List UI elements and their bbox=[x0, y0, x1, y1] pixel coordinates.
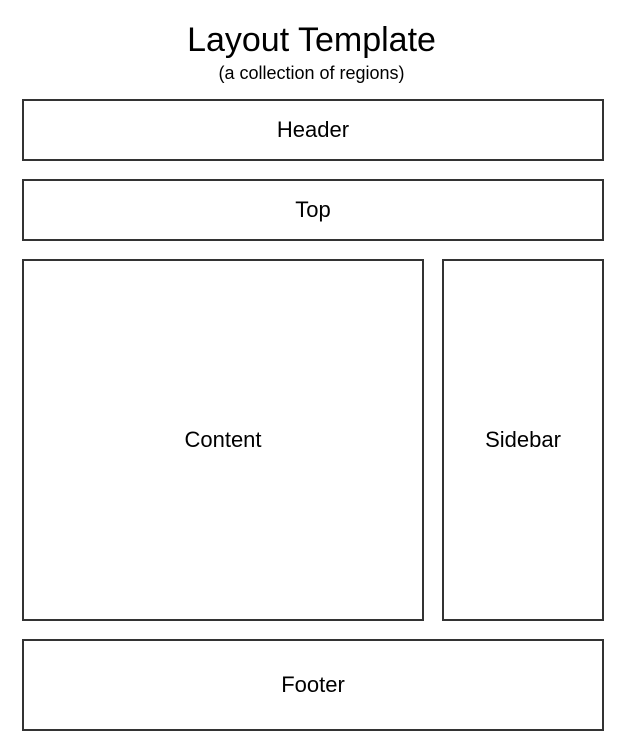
top-label: Top bbox=[295, 197, 331, 222]
header-region bbox=[22, 99, 604, 161]
diagram-title: Layout Template bbox=[187, 21, 436, 59]
diagram-subtitle: (a collection of regions) bbox=[218, 63, 405, 83]
content-region bbox=[22, 259, 424, 621]
header-label: Header bbox=[276, 117, 350, 142]
top-region bbox=[22, 179, 604, 241]
footer-region bbox=[22, 639, 604, 731]
content-label: Content bbox=[184, 427, 262, 452]
sidebar-region bbox=[442, 259, 604, 621]
sidebar-label: Sidebar bbox=[485, 427, 561, 452]
footer-label: Footer bbox=[281, 672, 345, 697]
